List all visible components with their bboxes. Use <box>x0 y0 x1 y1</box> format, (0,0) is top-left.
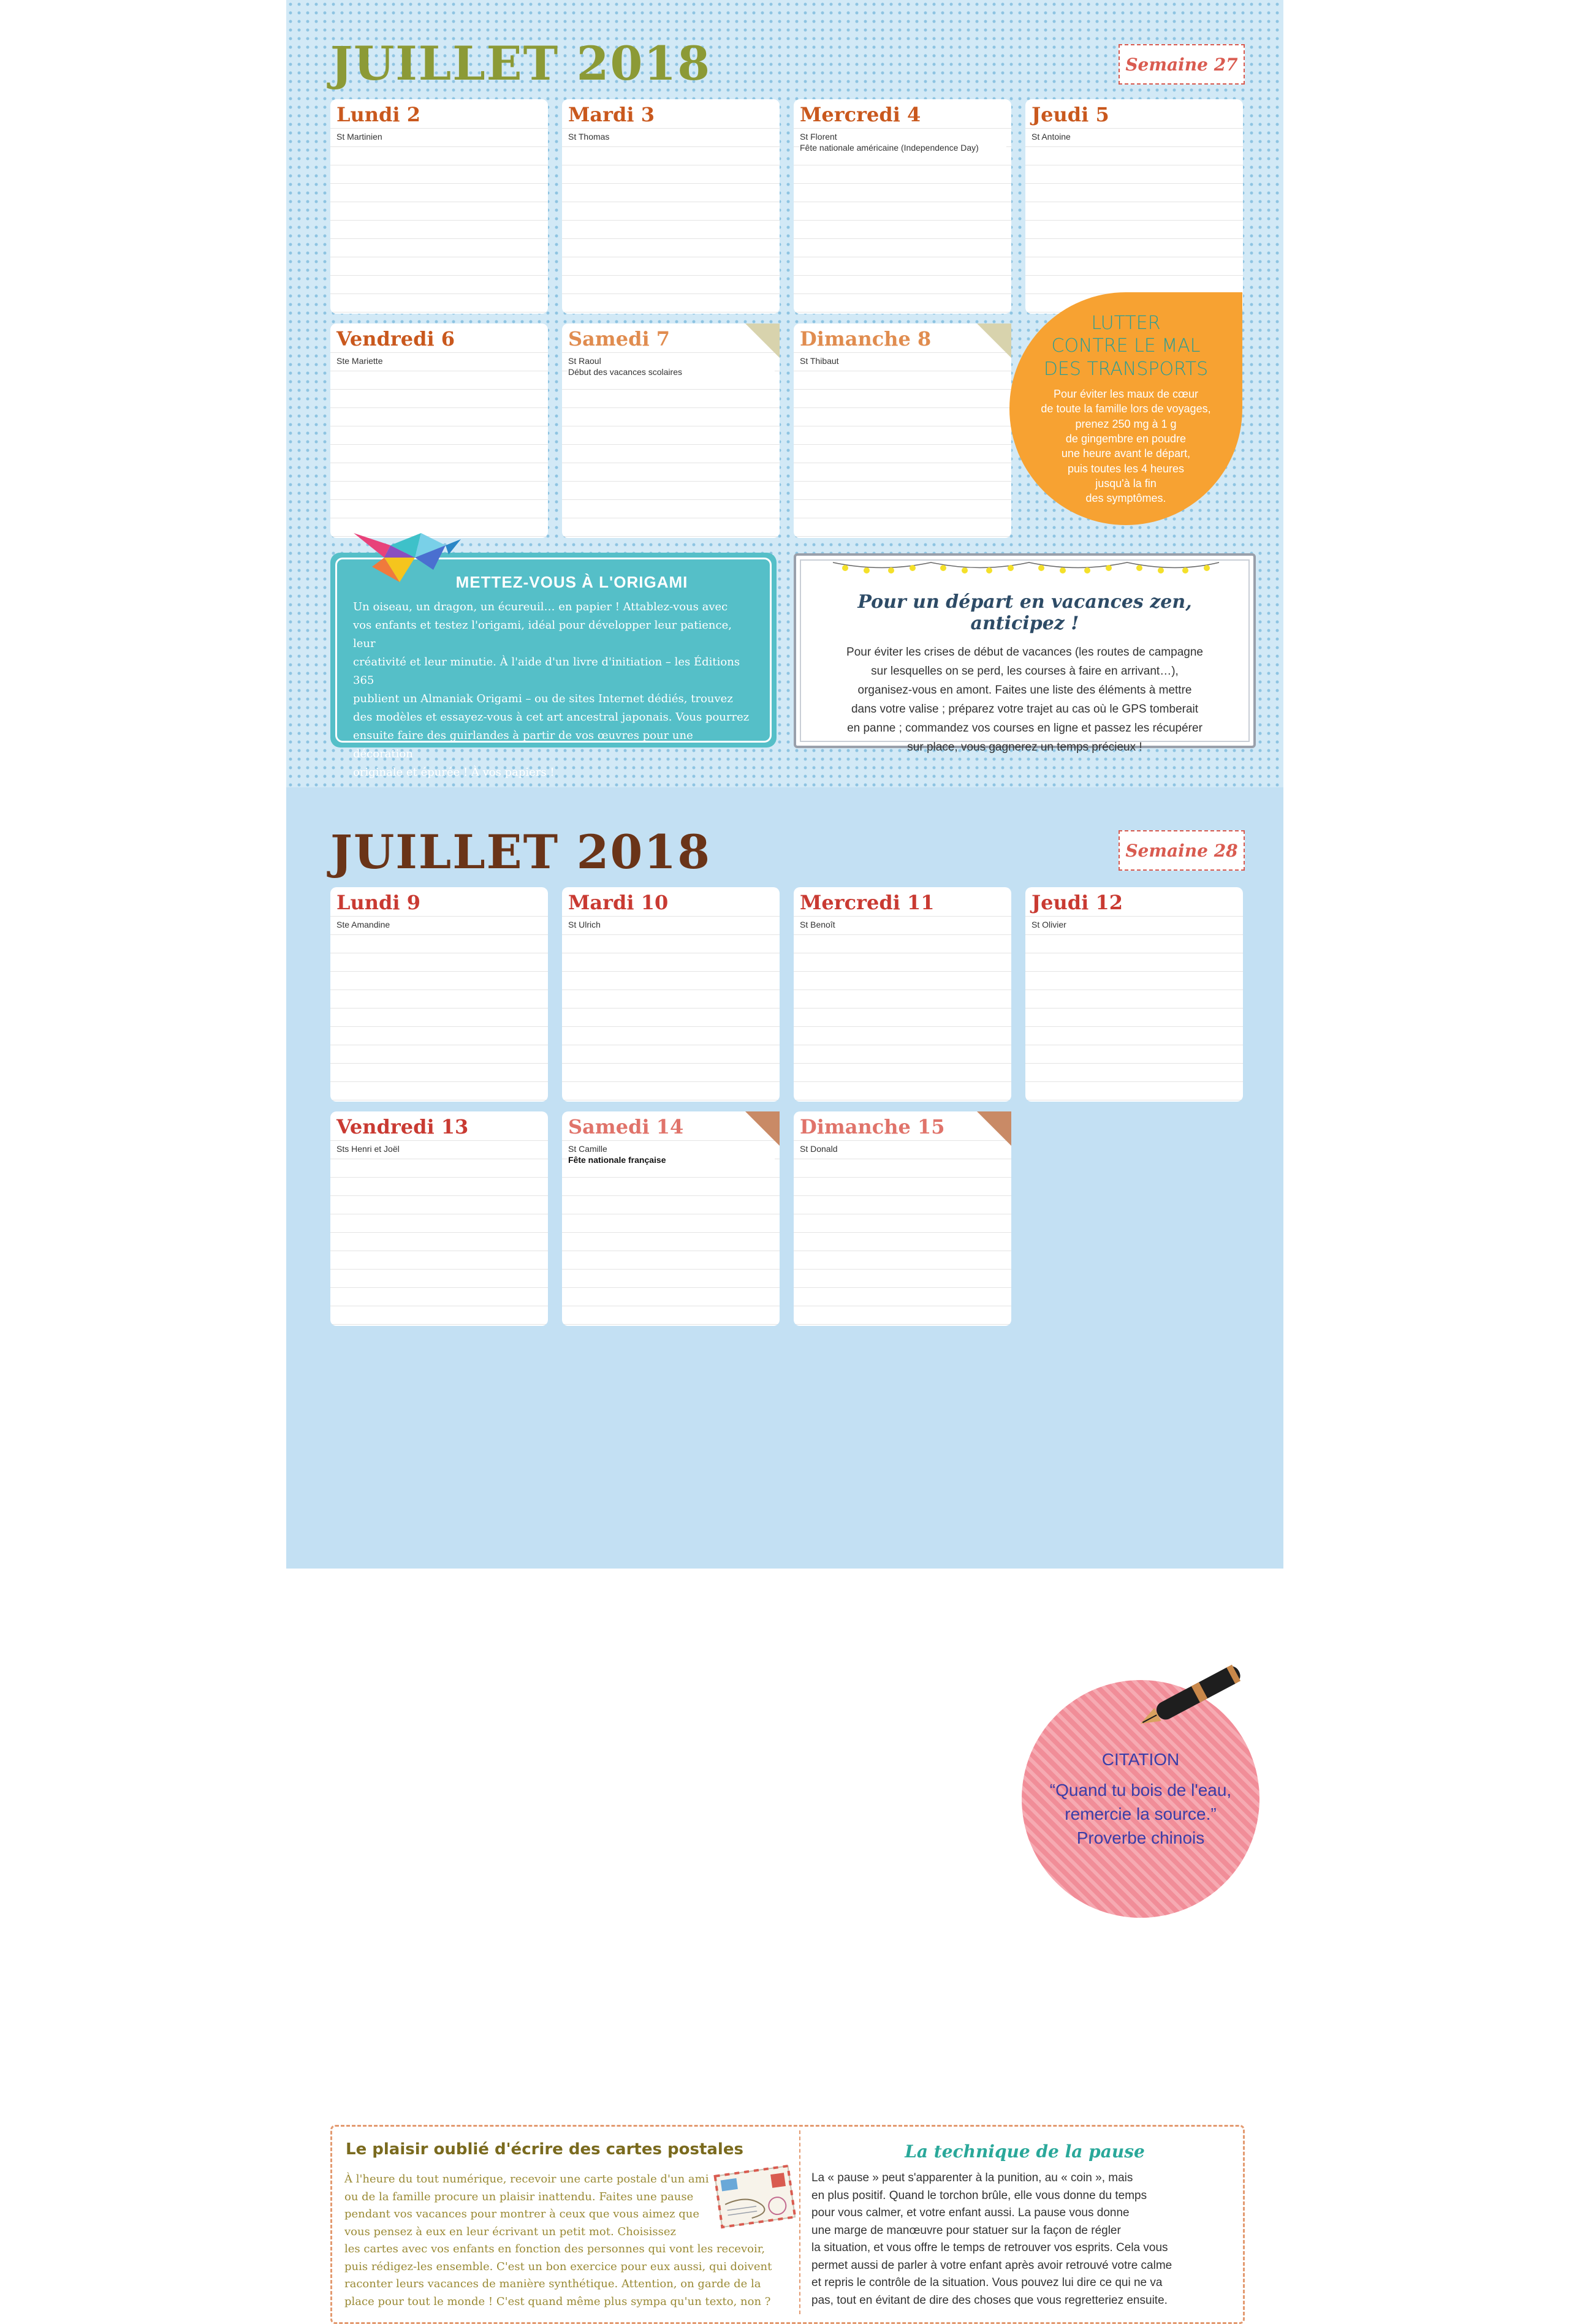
day-card-dimanche-15[interactable] <box>794 1111 1011 1326</box>
day-card-jeudi-5[interactable] <box>1025 99 1243 314</box>
weekend-corner <box>977 324 1011 358</box>
day-card-mercredi-4[interactable] <box>794 99 1011 314</box>
month-title: JUILLET 2018 <box>330 825 712 879</box>
zen-title: Pour un départ en vacances zen, anticipez ! <box>857 591 1192 634</box>
quote-text: “Quand tu bois de l'eau, remercie la source.” <box>1049 1780 1232 1823</box>
day-saint: St Camille Fête nationale française <box>568 1143 775 1165</box>
week-28-page <box>286 787 1283 2308</box>
day-saint: Ste Mariette <box>336 355 543 366</box>
day-name: Mardi 10 <box>568 891 669 914</box>
day-card-dimanche-8[interactable] <box>794 324 1011 538</box>
weekend-corner <box>745 324 780 358</box>
day-saint: Sts Henri et Joël <box>336 1143 543 1154</box>
day-name: Mercredi 4 <box>800 103 921 126</box>
day-saint: St Martinien <box>336 131 543 142</box>
day-card-jeudi-12[interactable] <box>1025 887 1243 1102</box>
postcards-body: À l'heure du tout numérique, recevoir une carte postale d'un ami ou de la famille procure un plaisir inattendu. Faites une pause pendant vos vacances pour montrer à ceux que vous aimez que vous pensez à eux en leur écrivant un petit mot. Choisissez les cartes avec vos enfants en fonction des personnes qui vont les recevoir, puis rédigez-les ensemble. C'est un bon exercice pour eux aussi, qui doivent raconter leurs vacances de manière synthétique. Attention, on garde de la place pour tout le monde ! C'est quand même plus sympa qu'un texto, non ? <box>344 2173 772 2308</box>
day-event: Fête nationale française <box>568 1155 666 1165</box>
day-name: Vendredi 6 <box>336 327 455 350</box>
day-card-lundi-9[interactable] <box>330 887 548 1102</box>
day-name: Lundi 9 <box>336 891 420 914</box>
day-card-samedi-7[interactable] <box>562 324 780 538</box>
quote-label: CITATION <box>1101 1749 1180 1769</box>
weekend-corner <box>745 1111 780 1146</box>
day-saint: St Benoît <box>800 919 1006 930</box>
day-name: Samedi 7 <box>568 327 670 350</box>
week-badge: Semaine 27 <box>1119 44 1245 85</box>
day-card-mardi-10[interactable] <box>562 887 780 1102</box>
day-name: Dimanche 15 <box>800 1115 945 1138</box>
day-saint: Ste Amandine <box>336 919 543 930</box>
day-saint: St Thibaut <box>800 355 1006 366</box>
day-name: Jeudi 5 <box>1031 103 1109 126</box>
day-name: Vendredi 13 <box>336 1115 469 1138</box>
day-saint: St Ulrich <box>568 919 775 930</box>
day-name: Dimanche 8 <box>800 327 932 350</box>
zen-departure-card <box>794 553 1256 754</box>
string-lights-icon <box>833 559 1219 578</box>
day-saint: St Donald <box>800 1143 1006 1154</box>
origami-bird-icon <box>348 521 464 588</box>
weekend-corner <box>977 1111 1011 1146</box>
tip-body: Pour éviter les maux de cœur de toute la famille lors de voyages, prenez 250 mg à 1 g de gingembre en poudre une heure avant le départ, puis toutes les 4 heures jusqu'à la fin des symptômes. <box>1041 388 1211 505</box>
day-saint: St Thomas <box>568 131 775 142</box>
postcards-title: Le plaisir oublié d'écrire des cartes postales <box>346 2140 743 2159</box>
day-name: Lundi 2 <box>336 103 420 126</box>
day-card-vendredi-6[interactable] <box>330 324 548 538</box>
zen-body: Pour éviter les crises de début de vacances (les routes de campagne sur lesquelles on se perd, les courses à faire en arrivant…), organisez-vous en amont. Faites une liste des éléments à mettre dans votre valise ; préparez votre trajet au cas où le GPS tomberait en panne ; commandez vos courses en ligne et passez les récupérer sur place, vous gagnerez un temps précieux ! <box>846 646 1203 754</box>
day-event: Début des vacances scolaires <box>568 367 682 377</box>
pause-body: La « pause » peut s'apparenter à la punition, au « coin », mais en plus positif. Quand le torchon brûle, elle vous donne du temps pour vous calmer, et votre enfant aussi. La pause vous donne une marge de manœuvre pour statuer sur la façon de régler la situation, et vous offre le temps de retrouver vos esprits. Cela vous permet aussi de parler à votre enfant après avoir retrouvé votre calme et repris le contrôle de la situation. Vous pouvez lui dire ce qui ne va pas, tout en évitant de dire des choses que vous regretteriez ensuite. <box>811 2171 1172 2307</box>
day-name: Samedi 14 <box>568 1115 684 1138</box>
day-name: Jeudi 12 <box>1031 891 1123 914</box>
day-saint: St Antoine <box>1031 131 1238 142</box>
day-name: Mardi 3 <box>568 103 655 126</box>
week-badge: Semaine 28 <box>1119 830 1245 871</box>
tip-title: LUTTER CONTRE LE MAL DES TRANSPORTS <box>1043 312 1209 380</box>
quote-author: Proverbe chinois <box>1076 1828 1205 1848</box>
day-card-mardi-3[interactable] <box>562 99 780 314</box>
origami-title: METTEZ-VOUS À L'ORIGAMI <box>455 573 688 591</box>
column-divider <box>799 2130 800 2314</box>
day-card-mercredi-11[interactable] <box>794 887 1011 1102</box>
fountain-pen-icon <box>1123 1660 1258 1734</box>
travel-sickness-tip <box>1009 292 1242 525</box>
tips-card <box>330 2125 1245 2324</box>
day-saint: St Florent Fête nationale américaine (Independence Day) <box>800 131 1006 153</box>
origami-body: Un oiseau, un dragon, un écureuil… en papier ! Attablez-vous avec vos enfants et testez l'origami, idéal pour développer leur patience, leur créativité et leur minutie. À l'aide d'un livre d'initiation – les Éditions 365 publient un Almaniak Origami – ou de sites Internet dédiés, trouvez des modèles et essayez-vous à cet art ancestral japonais. Vous pourrez ensuite faire des guirlandes à partir de vos œuvres pour une décoration originale et épurée ! À vos papiers ! <box>353 600 750 779</box>
month-title: JUILLET 2018 <box>330 36 712 91</box>
day-card-lundi-2[interactable] <box>330 99 548 314</box>
day-saint: St Olivier <box>1031 919 1238 930</box>
day-card-samedi-14[interactable] <box>562 1111 780 1326</box>
day-card-vendredi-13[interactable] <box>330 1111 548 1326</box>
week-27-page <box>286 0 1283 787</box>
day-name: Mercredi 11 <box>800 891 935 914</box>
day-saint: St Raoul Début des vacances scolaires <box>568 355 775 377</box>
postcard-icon <box>712 2163 798 2231</box>
pause-title: La technique de la pause <box>905 2141 1145 2162</box>
day-event: Fête nationale américaine (Independence Day) <box>800 143 979 153</box>
